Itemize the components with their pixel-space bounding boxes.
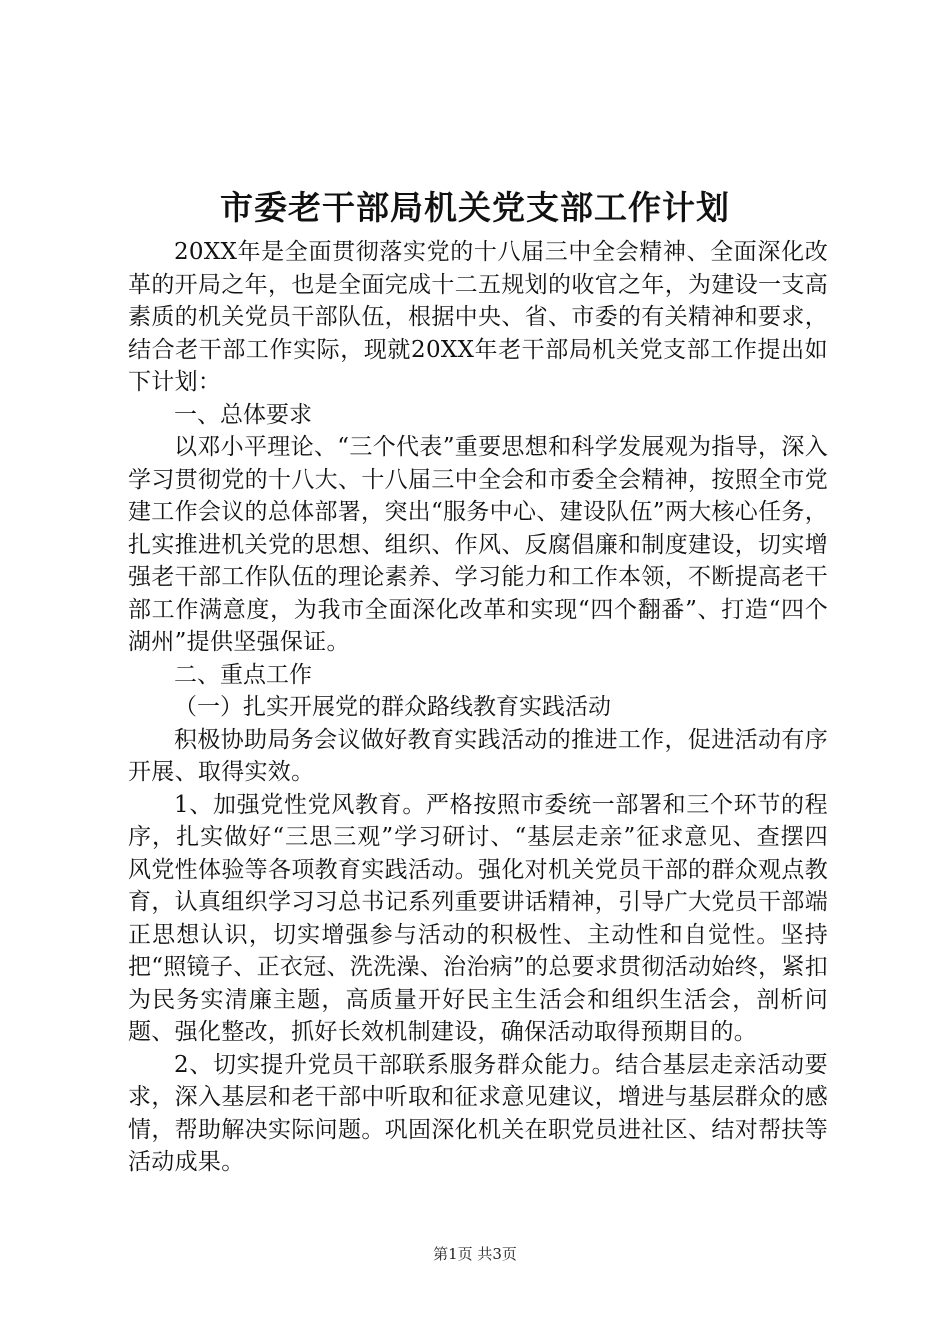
intro-paragraph: 20XX年是全面贯彻落实党的十八届三中全会精神、全面深化改革的开局之年，也是全面完成十二五规划的收官之年，为建设一支高素质的机关党员干部队伍，根据中央、省、市委的有关精神和要求，结合老干部工作实际，现就20XX年老干部局机关党支部工作提出如下计划：	[128, 239, 828, 395]
document-title: 市委老干部局机关党支部工作计划	[220, 188, 730, 227]
page-number-footer: 第1页 共3页	[433, 1245, 517, 1263]
subsection-1-paragraph: 积极协助局务会议做好教育实践活动的推进工作，促进活动有序开展、取得实效。	[128, 726, 828, 785]
document-body	[128, 236, 828, 1179]
general-requirements-paragraph: 以邓小平理论、“三个代表”重要思想和科学发展观为指导，深入学习贯彻党的十八大、十八届三中全会和市委全会精神，按照全市党建工作会议的总体部署，突出“服务中心、建设队伍”两大核心任务，扎实推进机关党的思想、组织、作风、反腐倡廉和制度建设，切实增强老干部工作队伍的理论素养、学习能力和工作本领，不断提高老干部工作满意度，为我市全面深化改革和实现“四个翻番”、打造“四个湖州”提供坚强保证。	[128, 434, 828, 655]
subsection-heading-1: （一）扎实开展党的群众路线教育实践活动	[174, 694, 611, 720]
section-heading-general-requirements: 一、总体要求	[174, 401, 312, 428]
item-1-paragraph: 1、加强党性党风教育。严格按照市委统一部署和三个环节的程序，扎实做好“三思三观”学习研讨、“基层走亲”征求意见、查摆四风党性体验等各项教育实践活动。强化对机关党员干部的群众观点教育，认真组织学习习总书记系列重要讲话精神，引导广大党员干部端正思想认识，切实增强参与活动的积极性、主动性和自觉性。坚持把“照镜子、正衣冠、洗洗澡、治治病”的总要求贯彻活动始终，紧扣为民务实清廉主题，高质量开好民主生活会和组织生活会，剖析问题、强化整改，抓好长效机制建设，确保活动取得预期目的。	[128, 791, 828, 1045]
item-2-paragraph: 2、切实提升党员干部联系服务群众能力。结合基层走亲活动要求，深入基层和老干部中听取和征求意见建议，增进与基层群众的感情，帮助解决实际问题。巩固深化机关在职党员进社区、结对帮扶等活动成果。	[128, 1051, 828, 1175]
section-heading-key-work: 二、重点工作	[174, 661, 312, 688]
